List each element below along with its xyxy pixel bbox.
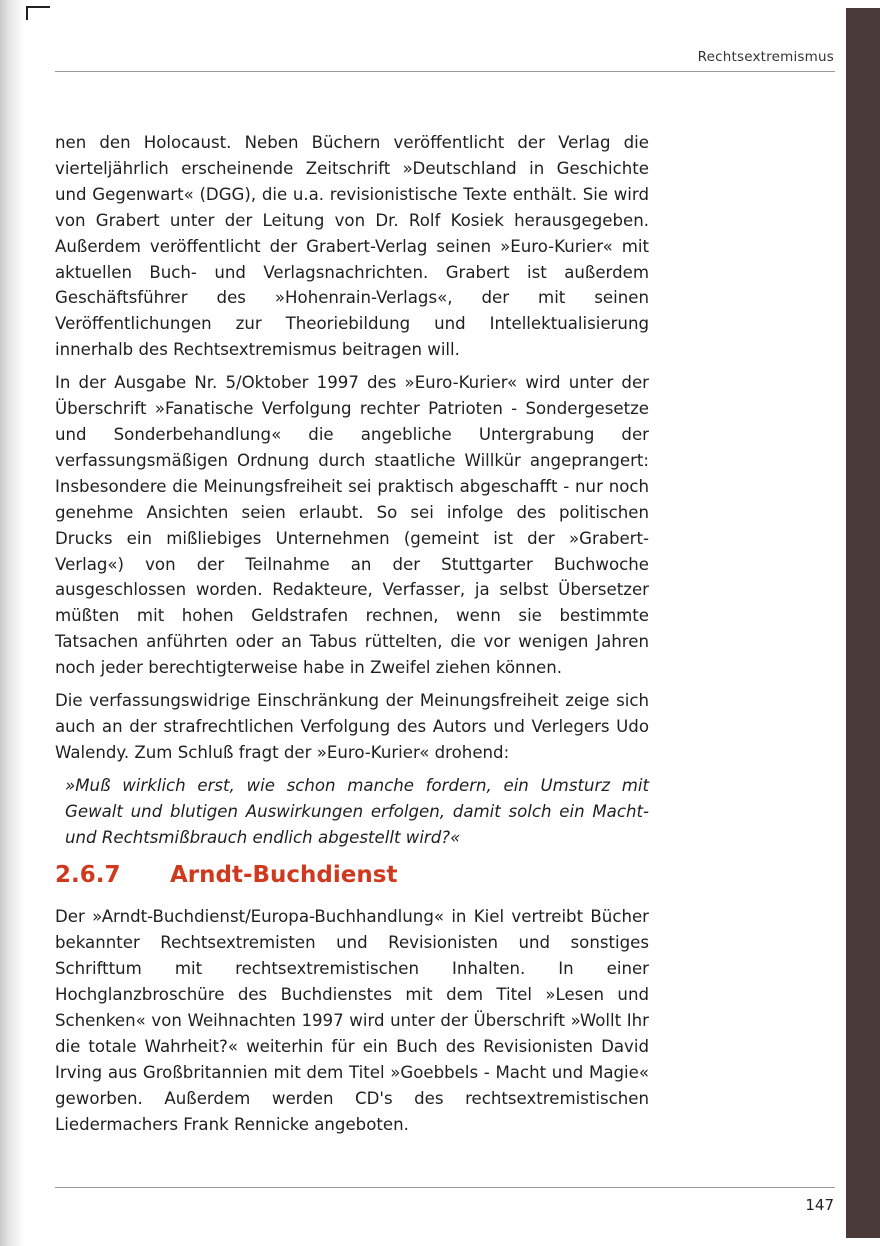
running-title: Rechtsextremismus [697, 49, 834, 65]
block-quote: »Muß wirklich erst, wie schon manche fordern, ein Umsturz mit Gewalt und blutigen Auswirkungen erfolgen, damit solch ein Macht- und Rechtsmißbrauch endlich abgestellt wird?« [65, 775, 649, 847]
page-edge-bar [846, 8, 880, 1238]
page-body [55, 130, 649, 1145]
page-number: 147 [805, 1196, 834, 1214]
crop-mark [26, 6, 50, 8]
section-number: 2.6.7 [55, 862, 121, 889]
paragraph: In der Ausgabe Nr. 5/Oktober 1997 des »Euro-Kurier« wird unter der Überschrift »Fanatische Verfolgung rechter Patrioten - Sondergesetze und Sonderbehandlung« die angebliche Untergrabung der verfassungsmäßigen Ordnung durch staatliche Willkür angeprangert: Insbesondere die Meinungsfreiheit sei praktisch abgeschafft - nur noch genehme Ansichten seien erlaubt. So sei infolge des politischen Drucks ein mißliebiges Unternehmen (gemeint ist der »Grabert-Verlag«) von der Teilnahme an der Stuttgarter Buchwoche ausgeschlossen worden. Redakteure, Verfasser, ja selbst Übersetzer müßten mit hohen Geldstrafen rechnen, wenn sie bestimmte Tatsachen anführten oder an Tabus rüttelten, die vor wenigen Jahren noch jeder berechtigterweise habe in Zweifel ziehen können. [55, 373, 649, 678]
section-title: Arndt-Buchdienst [170, 862, 398, 889]
header-rule [55, 71, 835, 72]
paragraph: Die verfassungswidrige Einschränkung der Meinungsfreiheit zeige sich auch an der strafrechtlichen Verfolgung des Autors und Verlegers Udo Walendy. Zum Schluß fragt der »Euro-Kurier« drohend: [55, 691, 649, 762]
footer-rule [55, 1187, 835, 1188]
paragraph: nen den Holocaust. Neben Büchern veröffentlicht der Verlag die vierteljährlich erscheinende Zeitschrift »Deutschland in Geschichte und Gegenwart« (DGG), die u.a. revisionistische Texte enthält. Sie wird von Grabert unter der Leitung von Dr. Rolf Kosiek herausgegeben. Außerdem veröffentlicht der Grabert-Verlag seinen »Euro-Kurier« mit aktuellen Buch- und Verlagsnachrichten. Grabert ist außerdem Geschäftsführer des »Hohenrain-Verlags«, der mit seinen Veröffentlichungen zur Theoriebildung und Intellektualisierung innerhalb des Rechtsextremismus beitragen will. [55, 133, 649, 360]
section-heading [55, 860, 649, 890]
crop-mark [26, 6, 28, 20]
page-binding-shadow [0, 0, 24, 1246]
paragraph: Der »Arndt-Buchdienst/Europa-Buchhandlung« in Kiel vertreibt Bücher bekannter Rechtsextremisten und Revisionisten und sonstiges Schrifttum mit rechtsextremistischen Inhalten. In einer Hochglanzbroschüre des Buchdienstes mit dem Titel »Lesen und Schenken« von Weihnachten 1997 wird unter der Überschrift »Wollt Ihr die totale Wahrheit?« weiterhin für ein Buch des Revisionisten David Irving aus Großbritannien mit dem Titel »Goebbels - Macht und Magie« geworben. Außerdem werden CD's des rechtsextremistischen Liedermachers Frank Rennicke angeboten. [55, 907, 649, 1134]
